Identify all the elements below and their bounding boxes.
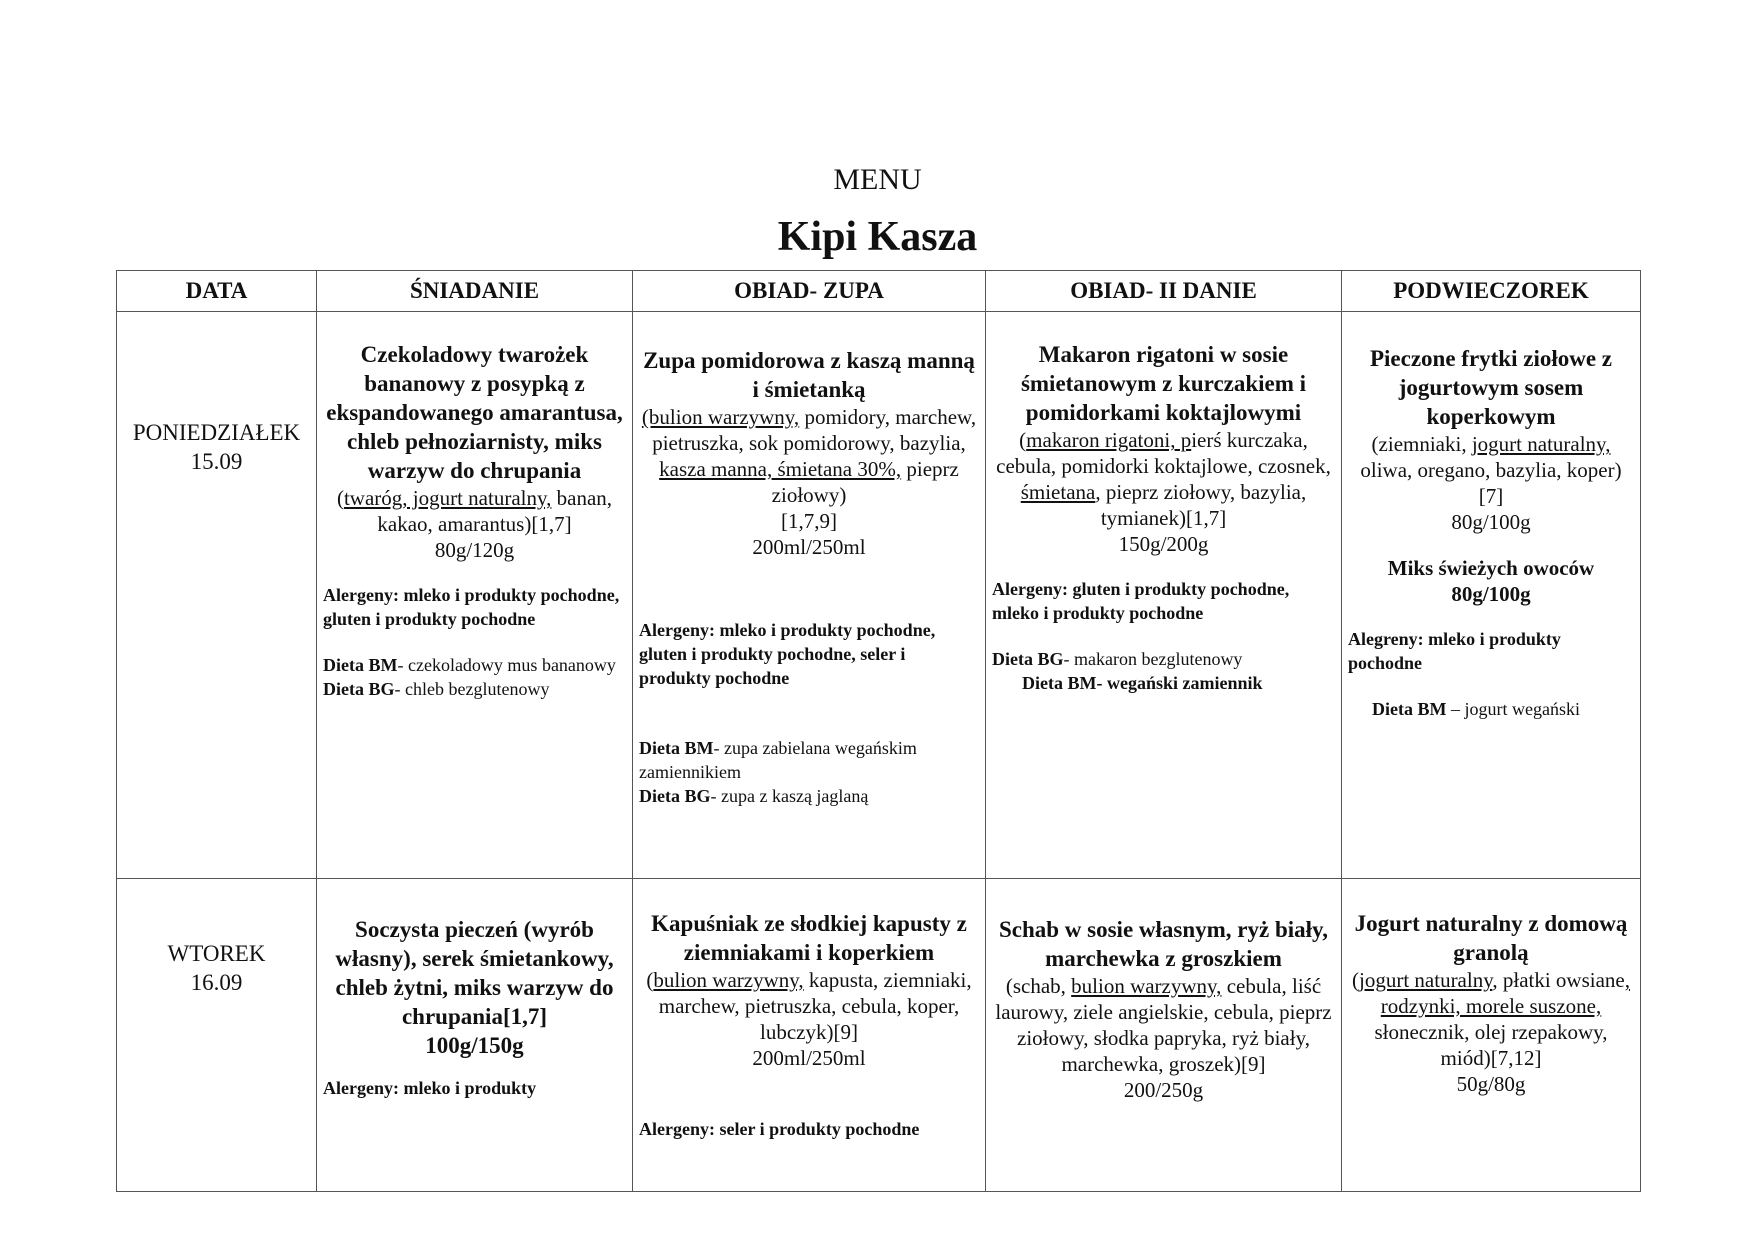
allergen-codes: [1,7,9] [781, 509, 837, 533]
ingredients: (bulion warzywny, pomidory, marchew, pietruszka, sok pomidorowy, bazylia, kasza manna, śmietana 30%, pieprz ziołowy) [641, 405, 977, 507]
portion: 80g/120g [434, 538, 515, 562]
portion: 200ml/250ml [752, 535, 866, 559]
portion: 200/250g [1123, 1078, 1204, 1102]
table-row [117, 312, 1641, 879]
allergens: Alergeny: seler i produkty pochodne [639, 1119, 920, 1139]
allergens: Alergeny: gluten i produkty pochodne, mleko i produkty pochodne [992, 579, 1290, 623]
dish-name: Zupa pomidorowa z kaszą manną i śmietanką [643, 348, 975, 402]
column-header-soup: OBIAD- ZUPA [633, 271, 986, 312]
breakfast-cell [317, 312, 633, 879]
snack-cell [1342, 879, 1641, 1192]
allergens: Alegreny: mleko i produkty pochodne [1348, 629, 1561, 673]
diet-note: Dieta BM – jogurt wegański [1372, 699, 1580, 719]
day-date: 16.09 [190, 970, 243, 995]
dish-name: Miks świeżych owoców [1387, 556, 1595, 580]
allergens: Alergeny: mleko i produkty [323, 1078, 537, 1098]
portion: 150g/200g [1118, 532, 1209, 556]
main-course-cell [986, 879, 1342, 1192]
dish-name: Czekoladowy twarożek bananowy z posypką z ekspandowanego amarantusa, chleb pełnoziarnisty, miks warzyw do chrupania [326, 342, 623, 483]
portion: 100g/150g [425, 1033, 524, 1058]
dish-name: Kapuśniak ze słodkiej kapusty z ziemniakami i koperkiem [651, 911, 967, 965]
diet-note: Dieta BM- czekoladowy mus bananowy [323, 655, 616, 675]
dish-name: Jogurt naturalny z domową granolą [1354, 911, 1628, 965]
column-header-snack: PODWIECZOREK [1342, 271, 1641, 312]
soup-cell [633, 879, 986, 1192]
diet-note: Dieta BG- makaron bezglutenowy [992, 649, 1243, 669]
column-header-breakfast: ŚNIADANIE [317, 271, 633, 312]
snack-cell [1342, 312, 1641, 879]
column-header-date: DATA [117, 271, 317, 312]
allergen-codes: [7] [1478, 484, 1504, 508]
menu-label: MENU [833, 163, 922, 196]
table-row [117, 879, 1641, 1192]
soup-cell [633, 312, 986, 879]
ingredients: (schab, bulion warzywny, cebula, liść laurowy, ziele angielskie, cebula, pieprz ziołowy, słodka papryka, ryż biały, marchewka, groszek)[9] [995, 974, 1332, 1076]
diet-note: Dieta BM- wegański zamiennik [1022, 673, 1263, 693]
page-title: Kipi Kasza [777, 214, 978, 260]
diet-note: Dieta BM- zupa zabielana wegańskim zamiennikiem [639, 738, 917, 782]
dish-name: Schab w sosie własnym, ryż biały, marchewka z groszkiem [998, 917, 1329, 971]
ingredients: (twaróg, jogurt naturalny, banan, kakao, amarantus)[1,7] [336, 486, 613, 536]
date-cell [117, 879, 317, 1192]
portion: 80g/100g [1451, 582, 1531, 606]
ingredients: (bulion warzywny, kapusta, ziemniaki, marchew, pietruszka, cebula, koper, lubczyk)[9] [646, 968, 972, 1044]
dish-name: Makaron rigatoni w sosie śmietanowym z kurczakiem i pomidorkami koktajlowymi [1020, 342, 1307, 425]
main-course-cell [986, 312, 1342, 879]
day-name: PONIEDZIAŁEK [132, 420, 301, 445]
diet-note: Dieta BG- zupa z kaszą jaglaną [639, 786, 869, 806]
portion: 80g/100g [1451, 510, 1531, 534]
day-name: WTOREK [167, 941, 266, 966]
header-row [117, 271, 1641, 312]
dish-name: Soczysta pieczeń (wyrób własny), serek śmietankowy, chleb żytni, miks warzyw do chrupania[1,7] [335, 917, 614, 1029]
ingredients: (makaron rigatoni, pierś kurczaka, cebula, pomidorki koktajlowe, czosnek, śmietana, pieprz ziołowy, bazylia, tymianek)[1,7] [996, 428, 1331, 530]
ingredients: (ziemniaki, jogurt naturalny, oliwa, oregano, bazylia, koper) [1360, 432, 1622, 482]
menu-table [116, 270, 1641, 1192]
day-date: 15.09 [190, 449, 243, 474]
date-cell [117, 312, 317, 879]
column-header-main: OBIAD- II DANIE [986, 271, 1342, 312]
portion: 200ml/250ml [752, 1046, 866, 1070]
portion: 50g/80g [1456, 1072, 1526, 1096]
ingredients: (jogurt naturalny, płatki owsiane, rodzynki, morele suszone, słonecznik, olej rzepakowy, miód)[7,12] [1352, 968, 1630, 1070]
breakfast-cell [317, 879, 633, 1192]
dish-name: Pieczone frytki ziołowe z jogurtowym sosem koperkowym [1369, 346, 1613, 429]
allergens: Alergeny: mleko i produkty pochodne, gluten i produkty pochodne [323, 585, 620, 629]
allergens: Alergeny: mleko i produkty pochodne, gluten i produkty pochodne, seler i produkty pochodne [639, 620, 936, 688]
diet-note: Dieta BG- chleb bezglutenowy [323, 679, 550, 699]
